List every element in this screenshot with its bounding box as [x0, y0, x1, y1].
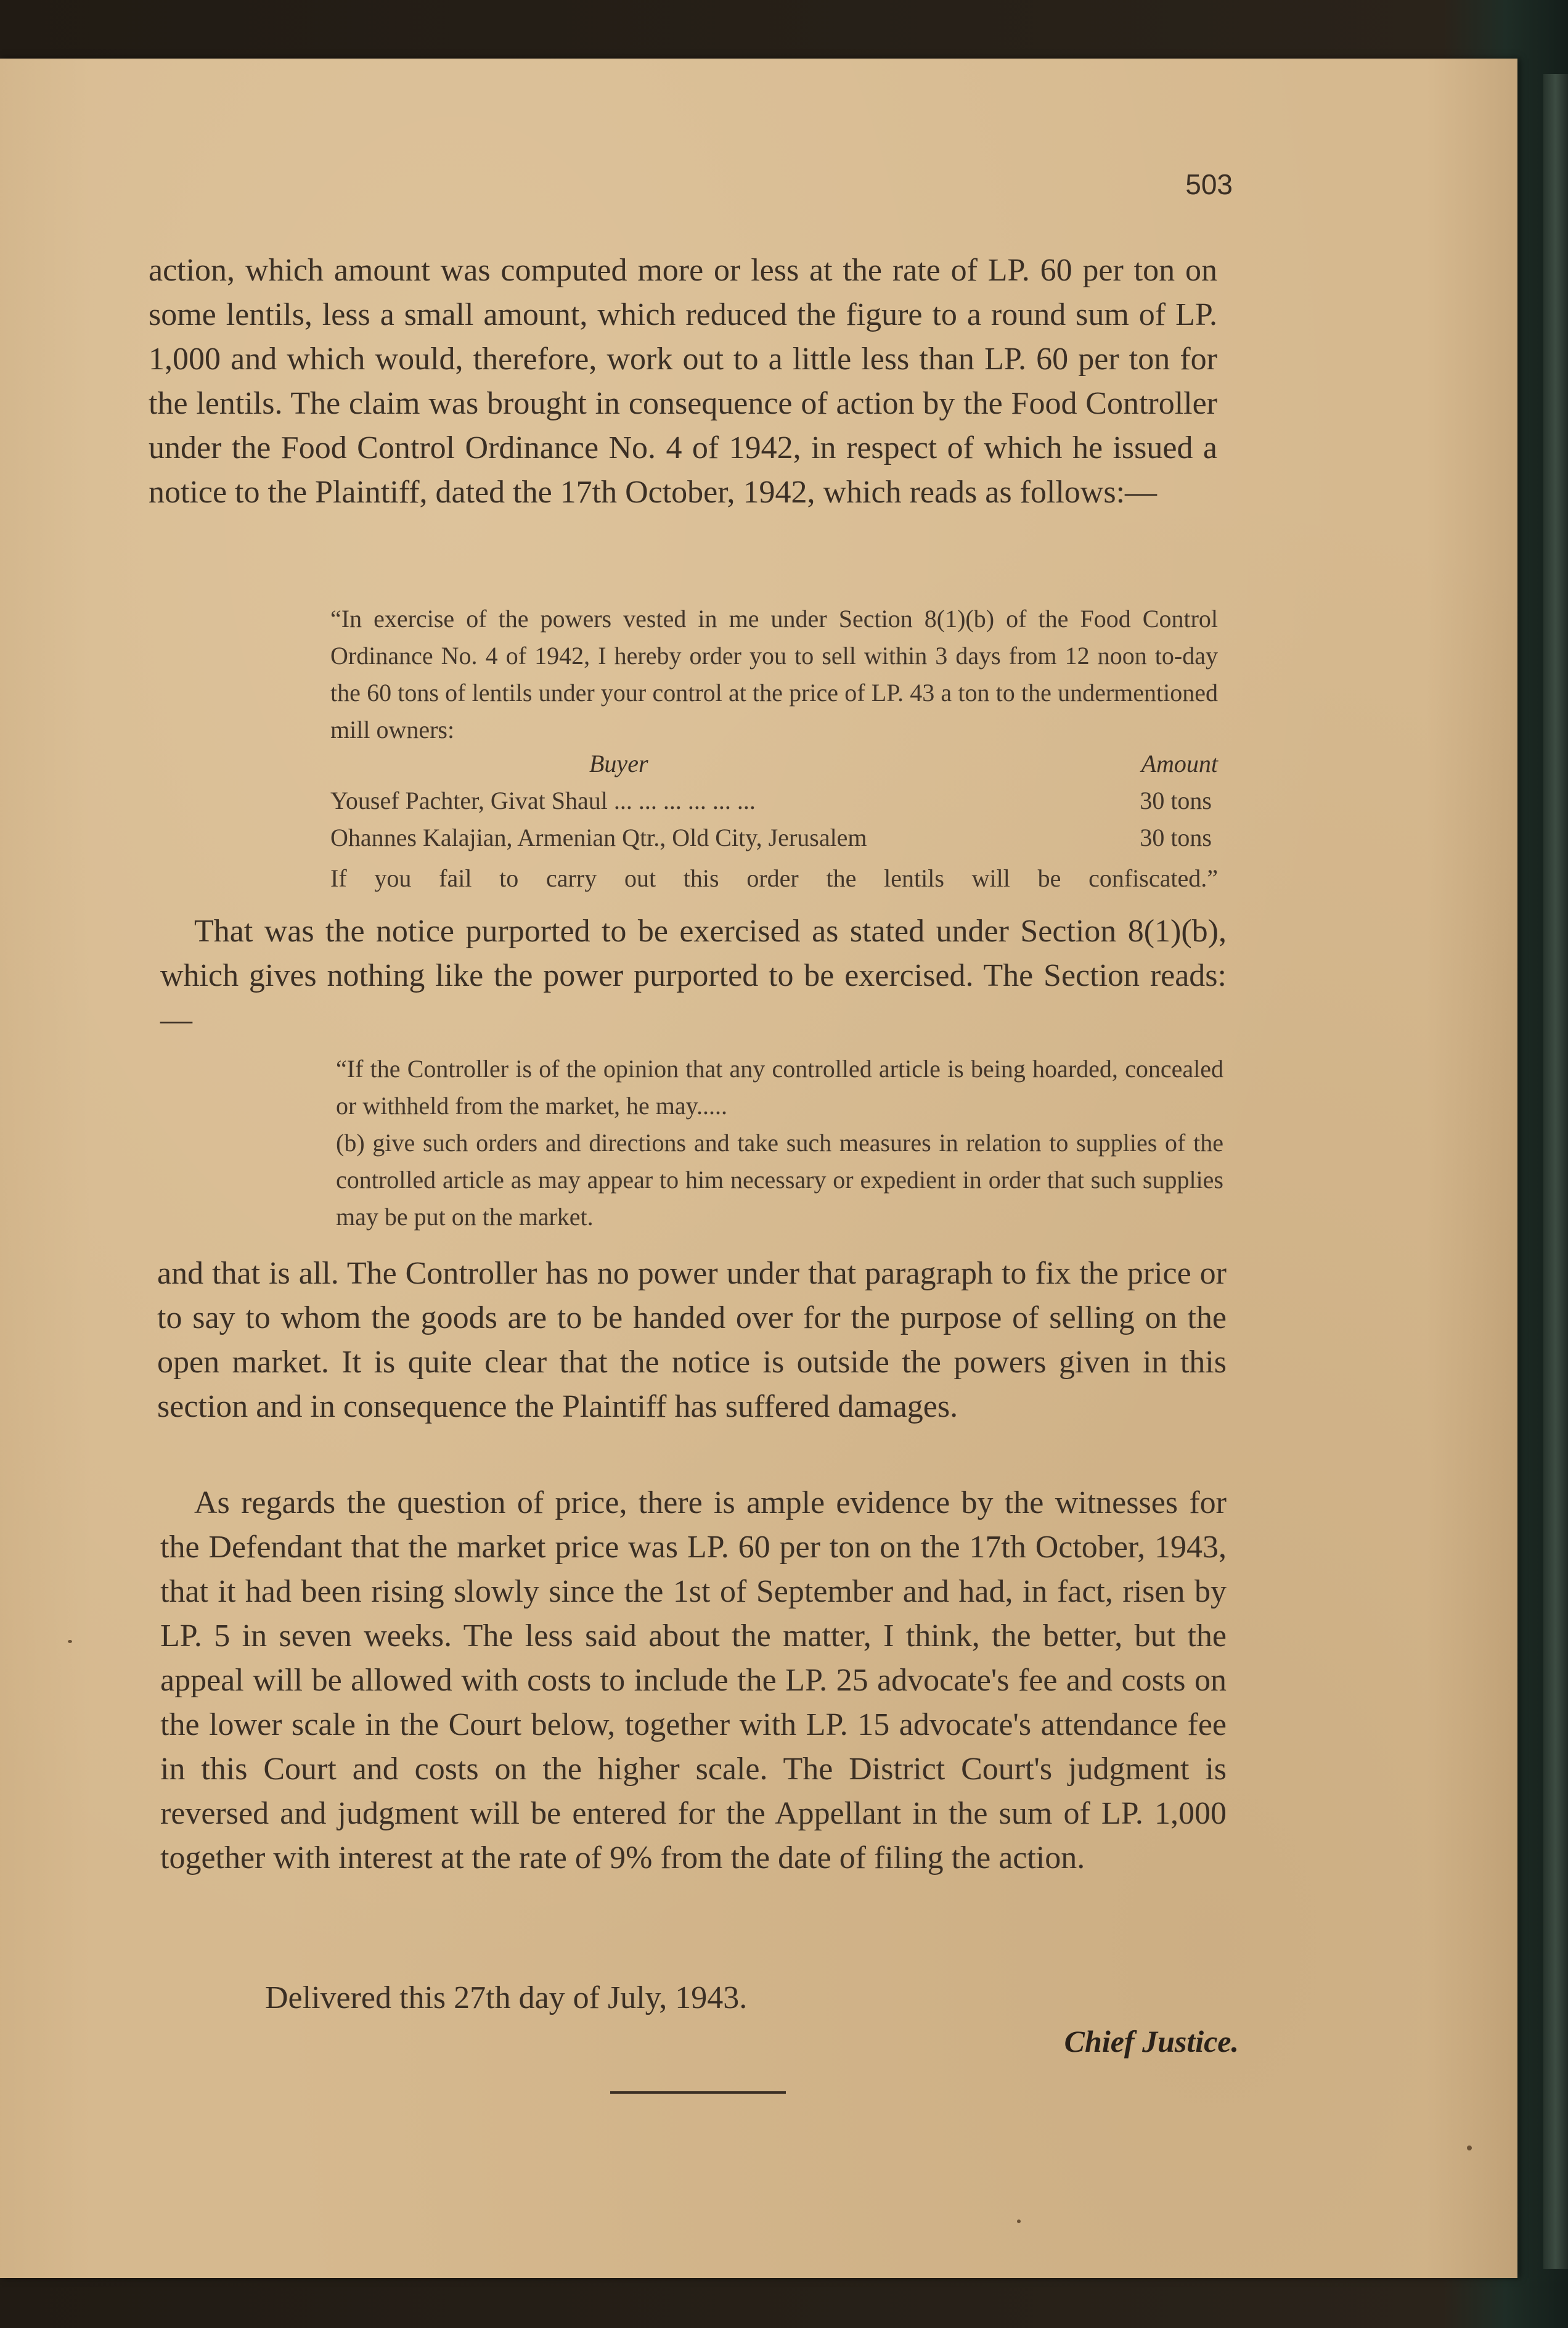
order-buyer: Ohannes Kalajian, Armenian Qtr., Old City, Jerusalem [330, 824, 867, 851]
amount-column-heading: Amount [1141, 750, 1218, 777]
paragraph-controller-power: and that is all. The Controller has no power under that paragraph to fix the price or to say to whom the goods are to be handed over for the purpose of selling on the open market. It is quite clear that the notice is outside the powers given in this section and in consequence the Plaintiff has suffered damages. [157, 1256, 1227, 1424]
buyer-column-heading: Buyer [589, 750, 648, 777]
notice-quote [330, 600, 1218, 748]
order-table-header [330, 749, 1218, 786]
notice-intro: “In exercise of the powers vested in me under Section 8(1)(b) of the Food Control Ordinance No. 4 of 1942, I hereby order you to sell within 3 days from 12 noon to-day the 60 tons of lentils under your control at the price of LP. 43 a ton to the undermentioned mill owners: [330, 605, 1218, 744]
page-number: 503 [1185, 168, 1233, 200]
paper-speck [68, 1640, 72, 1643]
order-amount: 30 tons [1140, 787, 1212, 814]
order-row [330, 786, 1218, 823]
section-quote [336, 1051, 1223, 1236]
book-cover-edge [1543, 74, 1568, 2269]
section-quote-item-b: (b) give such orders and directions and take such measures in relation to supplies of the controlled article as may appear to him necessary or expedient in order that such supplies may be put on the market. [336, 1129, 1223, 1231]
order-buyer: Yousef Pachter, Givat Shaul ... ... ... ... ... ... [330, 787, 756, 814]
paper-speck [1467, 2146, 1472, 2150]
order-amount: 30 tons [1140, 824, 1212, 851]
end-rule [610, 2091, 786, 2094]
paragraph-delivered: Delivered this 27th day of July, 1943. [265, 1980, 748, 2015]
order-row [330, 823, 1218, 860]
notice-closing: If you fail to carry out this order the lentils will be confiscated.” [330, 864, 1218, 892]
paragraph-claim: action, which amount was computed more or less at the rate of LP. 60 per ton on some lentils, less a small amount, which reduced the figure to a round sum of LP. 1,000 and which would, therefore, work out to a little less than LP. 60 per ton for the lentils. The claim was brought in consequence of action by the Food Controller under the Food Control Ordinance No. 4 of 1942, in respect of which he issued a notice to the Plaintiff, dated the 17th October, 1942, which reads as follows:— [149, 253, 1217, 510]
section-quote-text: “If the Controller is of the opinion that any controlled article is being hoarded, concealed or withheld from the market, he may..... [336, 1055, 1223, 1120]
paragraph-price-judgment: As regards the question of price, there is ample evidence by the witnesses for the Defendant that the market price was LP. 60 per ton on the 17th October, 1943, that it had been rising slowly since the 1st of September and had, in fact, risen by LP. 5 in seven weeks. The less said about the matter, I think, the better, but the appeal will be allowed with costs to include the LP. 25 advocate's fee and costs on the lower scale in the Court below, together with LP. 15 advocate's attendance fee in this Court and costs on the higher scale. The District Court's judgment is reversed and judgment will be entered for the Appellant in the sum of LP. 1,000 together with interest at the rate of 9% from the date of filing the action. [160, 1485, 1227, 1875]
paper-speck [1017, 2219, 1021, 2223]
signature-chief-justice: Chief Justice. [1064, 2024, 1239, 2059]
paragraph-section-reference: That was the notice purported to be exercised as stated under Section 8(1)(b), which gives nothing like the power purported to be exercised. The Section reads:— [160, 914, 1227, 1038]
